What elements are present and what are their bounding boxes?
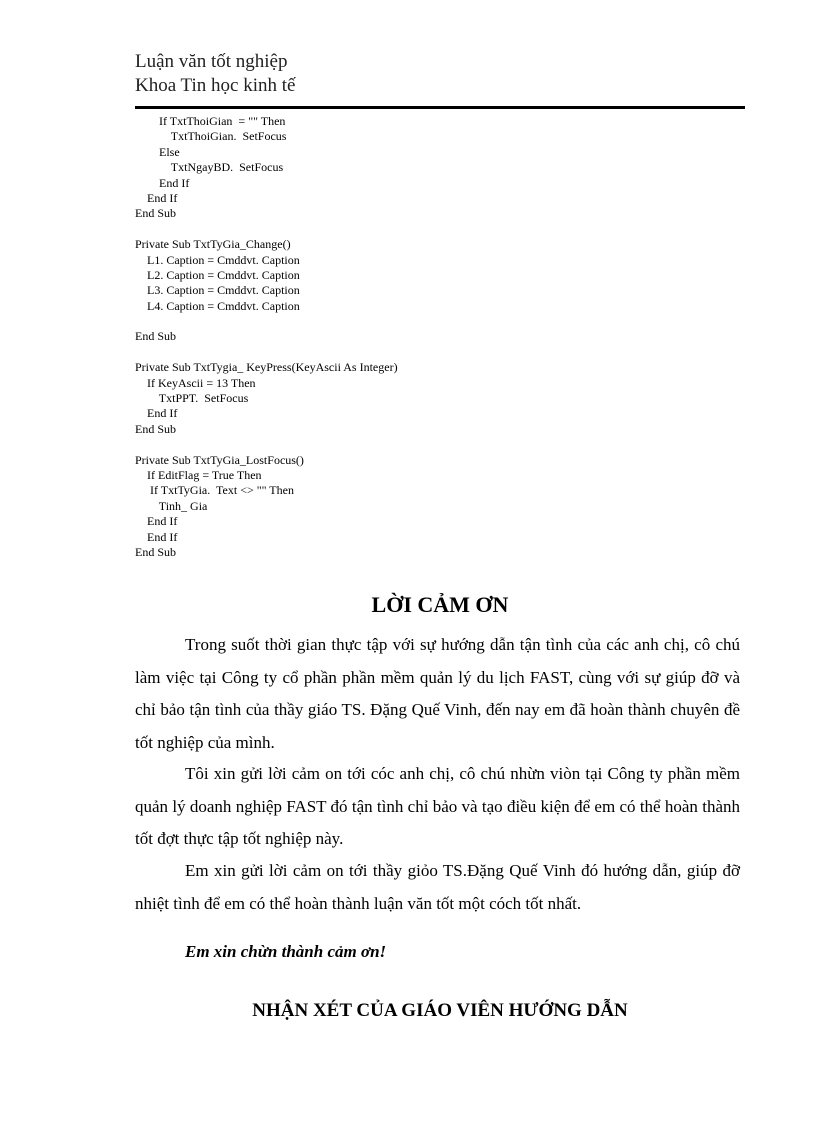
code-line: End Sub [135,329,177,344]
code-line: End Sub [135,544,177,559]
code-line [135,222,398,237]
code-line: TxtThoiGian. SetFocus [135,129,287,144]
review-section-title: NHẬN XÉT CỦA GIÁO VIÊN HƯỚNG DẪN [252,1000,628,1021]
code-line: L1. Caption = Cmddvt. Caption [135,252,300,267]
code-line: L4. Caption = Cmddvt. Caption [135,298,300,313]
page-header [135,50,295,98]
acknowledgement-title: LỜI CẢM ƠN [371,592,509,617]
code-line: Tinh_ Gia [135,498,208,513]
code-line: TxtNgayBD. SetFocus [135,160,284,175]
code-line: If KeyAscii = 13 Then [135,375,256,390]
code-line: TxtPPT. SetFocus [135,391,249,406]
code-line [135,314,398,329]
code-line: End Sub [135,421,177,436]
acknowledgement-paragraph-2: Tôi xin gửi lời cảm on tới cóc anh chị, cô chú nhừn viòn tại Công ty phần mềm quản lý doanh nghiệp FAST đó tận tình chỉ bảo và tạo điều kiện để em có thể hoàn thành tốt đợt thực tập tốt nghiệp này. [135,764,740,848]
code-line: End Sub [135,206,177,221]
code-line: If TxtThoiGian = "" Then [135,114,286,128]
code-line: If EditFlag = True Then [135,467,262,482]
code-line: End If [135,175,190,190]
header-faculty: Khoa Tin học kinh tế [135,75,296,96]
acknowledgement-closing: Em xin chừn thành cảm ơn! [185,942,387,961]
code-line: Private Sub TxtTyGia_Change() [135,237,291,252]
code-line: If TxtTyGia. Text <> "" Then [135,483,294,498]
header-thesis-title: Luận văn tốt nghiệp [135,51,288,72]
code-line: Private Sub TxtTygia_ KeyPress(KeyAscii As Integer) [135,360,398,375]
acknowledgement-paragraph-1: Trong suốt thời gian thực tập với sự hướng dẫn tận tình của các anh chị, cô chú làm việc tại Công ty cổ phần phần mềm quản lý du lịch FAST, cùng với sự giúp đỡ và chỉ bảo tận tình của thầy giáo TS. Đặng Quế Vinh, đến nay em đã hoàn thành chuyên đề tốt nghiệp của mình. [135,635,740,752]
acknowledgement-paragraph-3: Em xin gửi lời cảm on tới thầy giỏo TS.Đặng Quế Vinh đó hướng dẫn, giúp đỡ nhiệt tình để em có thể hoàn thành luận văn tốt một cóch tốt nhất. [135,861,740,913]
code-line [135,437,398,452]
code-listing [135,114,398,560]
code-line: End If [135,514,178,529]
code-line: L2. Caption = Cmddvt. Caption [135,267,300,282]
code-line: Private Sub TxtTyGia_LostFocus() [135,452,304,467]
code-line: End If [135,529,178,544]
code-line: L3. Caption = Cmddvt. Caption [135,283,300,298]
code-line: End If [135,190,178,205]
code-line [135,345,398,360]
code-line: Else [135,144,180,159]
code-line: End If [135,406,178,421]
header-divider [135,106,745,109]
